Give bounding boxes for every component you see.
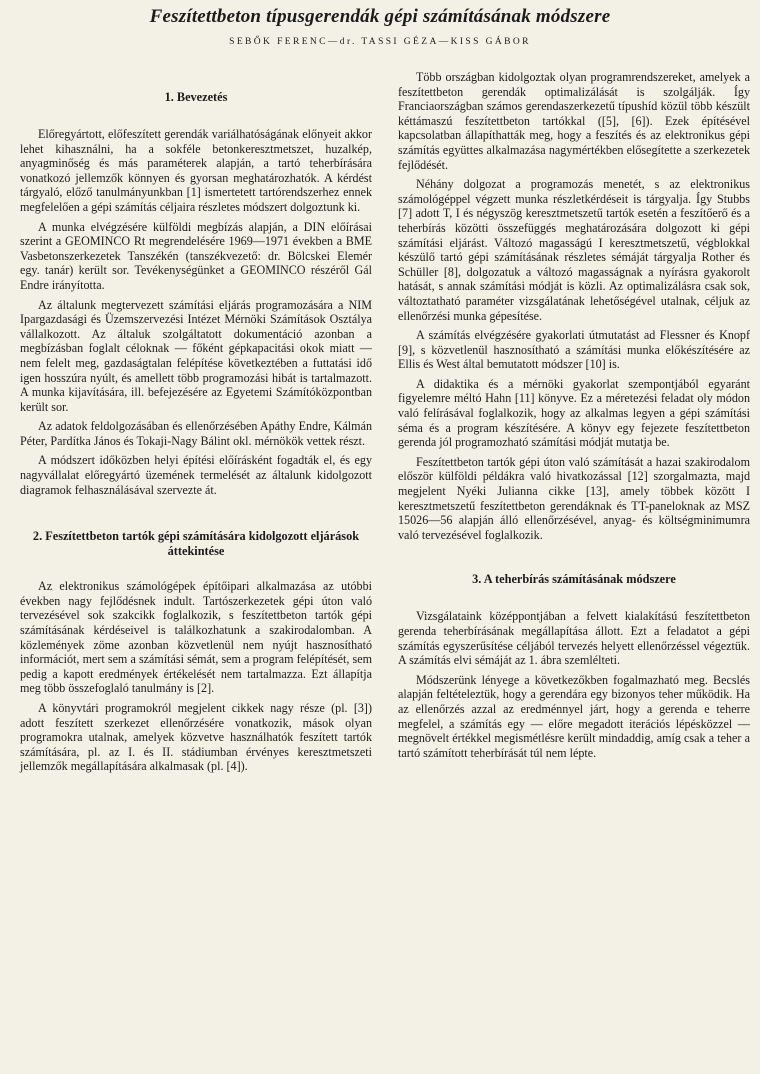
paragraph: Módszerünk lényege a következőkben fogalmazható meg. Becslés alapján feltételeztük, hogy a gerendára egy bizonyos teher működik. Ha az ellenőrzés azzal az eredménnyel járt, hogy a gerenda e teherre megfelel, a számítás egy — előre megadott iterációs lépésközzel — megnövelt értékkel megismétlésre került mindaddig, amíg csak a teher a tartó számított teherbírását túl nem lépte. xyxy=(398,672,750,760)
section-3-heading: 3. A teherbírás számításának módszere xyxy=(472,572,676,587)
section-1-heading: 1. Bevezetés xyxy=(164,90,228,104)
article-authors: SEBŐK FERENC—dr. TASSI GÉZA—KISS GÁBOR xyxy=(229,37,531,47)
paragraph: Néhány dolgozat a programozás menetét, s az elektronikus számológéppel végzett munka részletkérdéseit is tárgyalja. Így Stubbs [7] adott T, I és négyszög keresztmetszetű tartók esetén a feszítőerő és a teherbírás közötti összefüggés meghatározására dolgozott ki gépi számítási eljárást. Változó magasságú I keresztmetszetű, végblokkal készülő tartó gépi számításának részletes sémáját tárgyalja Rother és Schüller [8], dolgozatuk a változó magasságnak a nyírásra gyakorolt hatását, s annak számítási módját is közli. Az optimalizálásra csak sok, változtatható paraméter vizsgálatának lehetőségével utalnak, céljuk az ellenőrzési munka gépesítése. xyxy=(398,177,750,323)
paragraph: A didaktika és a mérnöki gyakorlat szempontjából egyaránt figyelemre méltó Hahn [11] könyve. Ez a méretezési feladat oly módon való felírásával foglalkozik, hogy az alkalmas legyen a gépi számítási séma és a program készítésére. A könyv egy fejezete feszítettbeton gerenda jól programozható számítási módját mutatja be. xyxy=(398,376,750,450)
paragraph: Több országban kidolgoztak olyan programrendszereket, amelyek a feszítettbeton gerendák optimalizálását is szolgálják. Így Franciaországban számos gerendaszerkezetű típushíd közül több készült kéttámaszú feszítettbeton tartókkal ([5], [6]). Ezek építésével kapcsolatban állapíthatták meg, hogy a feszítés és az elektronikus gépi számítás együttes alkalmazása nagymértékben elősegítette a szerkezetek fejlődését. xyxy=(398,70,750,172)
paragraph: Feszítettbeton tartók gépi úton való számítását a hazai szakirodalom először külföldi példákra való hivatkozással [12] szorgalmazta, majd megjelent Nyéki Julianna cikke [13], amely többek között I keresztmetszetű feszítettbeton gerendáknak és TT-paneloknak az MSZ 15026—56 alapján álló ellenőrzésével, anyag- és költségminimumra való tervezésével foglalkozik. xyxy=(398,454,750,542)
paragraph: A számítás elvégzésére gyakorlati útmutatást ad Flessner és Knopf [9], s közvetlenül hasznosítható a számítási munka előkészítésére az Ellis és West által bemutatott módszer [10] is. xyxy=(398,328,750,372)
paragraph: Vizsgálataink középpontjában a felvett kialakítású feszítettbeton gerenda teherbírásának megállapítása állott. Ezt a feladatot a gépi számítás egyszerűsítése céljából tervezés helyett ellenőrzéssel végeztük. A számítás elvi sémáját az 1. ábra szemlélteti. xyxy=(398,609,750,668)
paragraph: Az elektronikus számológépek építőipari alkalmazása az utóbbi években nagy fejlődésnek indult. Tartószerkezetek gépi úton való tervezésével sok szakcikk foglalkozik, s feszítettbeton tartók gépi számításának kérdéseivel is találkozhatunk a szakirodalomban. A közlemények zöme azonban közvetlenül nem nyújt hasznosítható információt, mert sem a számítási sémát, sem a program felépítését, sem pedig a kapott eredmények értékelését nem tartalmazza. Ezt állapítja meg több összefoglaló tanulmány is [2]. xyxy=(20,579,372,696)
paragraph: Az adatok feldolgozásában és ellenőrzésében Apáthy Endre, Kálmán Péter, Pardítka János és Tokaji-Nagy Bálint okl. mérnökök vettek részt. xyxy=(20,419,372,448)
paragraph: A módszert időközben helyi építési előírásként fogadták el, és egy nagyvállalat előregyártó üzemének termelését az általunk kidolgozott diagramok felhasználásával szervezte át. xyxy=(20,453,372,497)
paragraph: A könyvtári programokról megjelent cikkek nagy része (pl. [3]) adott feszített szerkezet ellenőrzésére vonatkozik, mások olyan programokra utalnak, amelyek közvetve használhatók feszített tartók számítására, pl. az I. és II. stádiumban érvényes keresztmetszeti jellemzők megállapítására alkalmasak (pl. [4]). xyxy=(20,701,372,774)
right-column xyxy=(398,70,750,765)
paragraph: A munka elvégzésére külföldi megbízás alapján, a DIN előírásai szerint a GEOMINCO Rt megrendelésére 1969—1971 években a BME Vasbetonszerkezetek Tanszékén (tanszékvezető: dr. Bölcskei Elemér egy. tanár) került sor. Tevékenységünket a GEOMINCO részéről Gál Endre irányította. xyxy=(20,219,372,292)
section-2-heading: 2. Feszítettbeton tartók gépi számítására kidolgozott eljárások áttekintése xyxy=(32,529,360,559)
left-column xyxy=(20,82,372,779)
paragraph: Előregyártott, előfeszített gerendák variálhatóságának előnyeit akkor lehet kihasználni, ha a sokféle betonkeresztmetszet, huzalkép, anyagminőség és más paraméterek alapján, a tartó teherbírására vonatkozó jellemzők könnyen és gyorsan meghatározhatók. A kérdést tárgyaló, előző tanulmányunkban [1] ismertetett tartórendszerhez ennek megfelelően a gépi számítás céljaira részletes módszert dolgoztunk ki. xyxy=(20,127,372,214)
article-title: Feszítettbeton típusgerendák gépi számításának módszere xyxy=(149,6,611,27)
paragraph: Az általunk megtervezett számítási eljárás programozására a NIM Ipargazdasági és Üzemszervezési Intézet Mérnöki Számítások Osztálya vállalkozott. Az általuk szolgáltatott dokumentáció azonban a megbízásban foglalt céloknak — főként gépkapacitási okok miatt — nem felelt meg, gazdaságtalan felépítése következtében a futtatási idő igen hosszúra nyúlt, és amellett több programozási hibát is tartalmazott. A munka kijavítására, ill. befejezésére az Egyetemi Számítóközpontban került sor. xyxy=(20,297,372,414)
